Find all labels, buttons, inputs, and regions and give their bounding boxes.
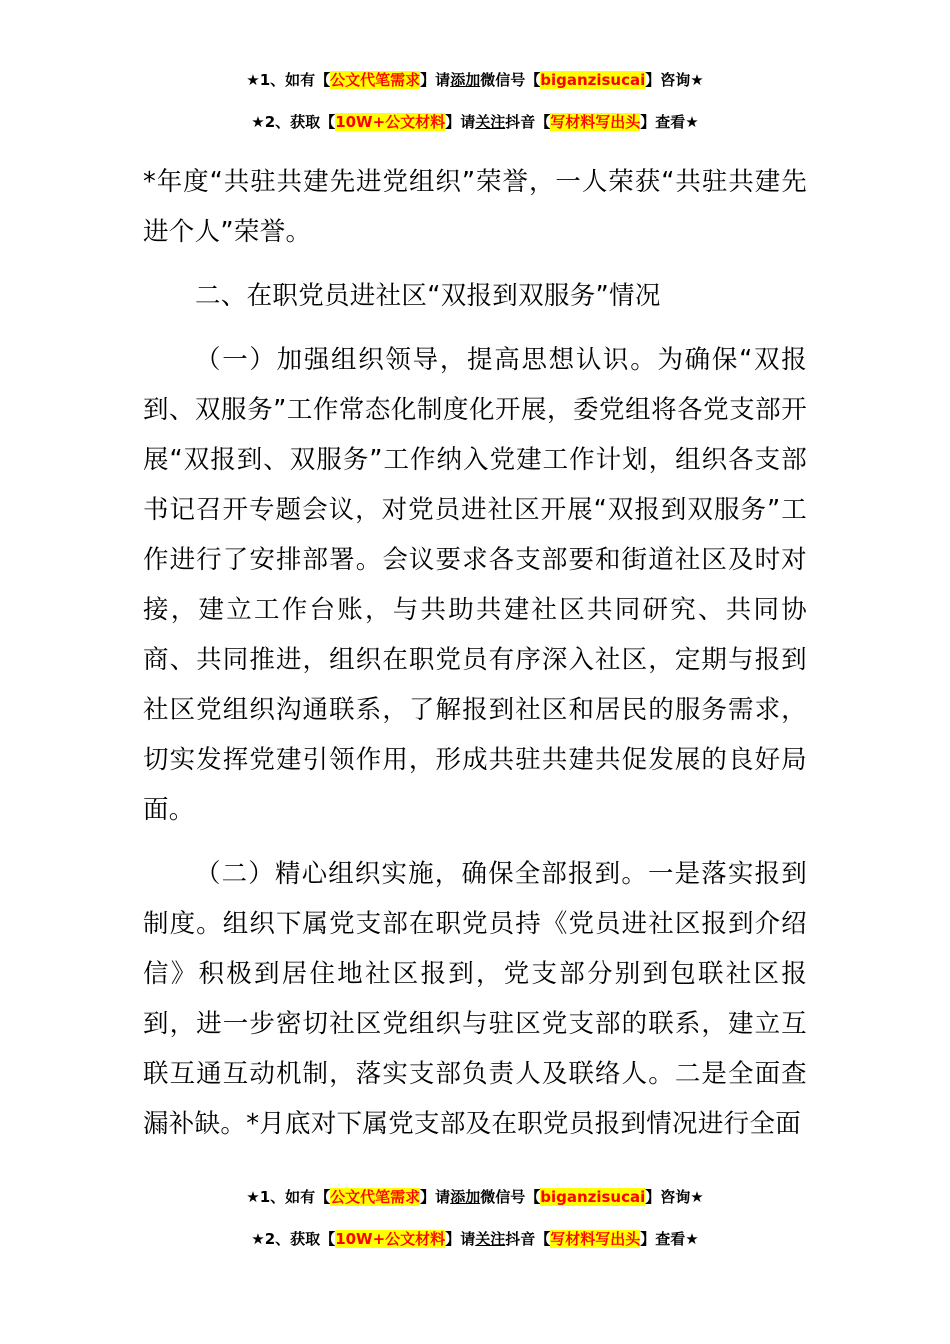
banner-text: 】请 xyxy=(420,71,451,89)
banner-highlight-douyin-id: 写材料写出头 xyxy=(550,1230,641,1248)
banner-highlight-douyin-id: 写材料写出头 xyxy=(550,113,641,131)
promo-banner-line-2-bottom xyxy=(0,1229,950,1249)
banner-text: ★1、如有【 xyxy=(246,1188,331,1206)
banner-text: ★2、获取【 xyxy=(251,1230,336,1248)
banner-text: 】咨询★ xyxy=(645,1188,704,1206)
paragraph-organization-leadership: （一）加强组织领导，提高思想认识。为确保“双报到、双服务”工作常态化制度化开展，委党组将各党支部开展“双报到、双服务”工作纳入党建工作计划，组织各支部书记召开专题会议，对党员进社区开展“双报到双服务”工作进行了安排部署。会议要求各支部要和街道社区及时对接，建立工作台账，与共助共建社区共同研究、共同协商、共同推进，组织在职党员有序深入社区，定期与报到社区党组织沟通联系，了解报到社区和居民的服务需求，切实发挥党建引领作用，形成共驻共建共促发展的良好局面。 xyxy=(143,345,807,825)
banner-highlight: 公文代笔需求 xyxy=(330,1188,421,1206)
promo-banner-line-2-top xyxy=(0,112,950,132)
banner-highlight: 10W+公文材料 xyxy=(335,113,446,131)
banner-highlight: 10W+公文材料 xyxy=(335,1230,446,1248)
banner-text: 】请 xyxy=(420,1188,451,1206)
section-heading-2: 二、在职党员进社区“双报到双服务”情况 xyxy=(195,281,661,311)
document-body xyxy=(143,157,807,1149)
banner-text: 抖音【 xyxy=(505,113,551,131)
banner-highlight: 公文代笔需求 xyxy=(330,71,421,89)
banner-text: ★2、获取【 xyxy=(251,113,336,131)
banner-highlight-wechat-id: biganzisucai xyxy=(540,1188,646,1206)
paragraph-implementation: （二）精心组织实施，确保全部报到。一是落实报到制度。组织下属党支部在职党员持《党员进社区报到介绍信》积极到居住地社区报到，党支部分别到包联社区报到，进一步密切社区党组织与驻区党支部的联系，建立互联互通互动机制，落实支部负责人及联络人。二是全面查漏补缺。*月底对下属党支部及在职党员报到情况进行全面 xyxy=(143,859,807,1139)
banner-text: ★1、如有【 xyxy=(246,71,331,89)
banner-text: 】咨询★ xyxy=(645,71,704,89)
banner-highlight-wechat-id: biganzisucai xyxy=(540,71,646,89)
banner-underlined-text: 关注 xyxy=(475,113,506,131)
banner-text: 抖音【 xyxy=(505,1230,551,1248)
paragraph-honors: *年度“共驻共建先进党组织”荣誉，一人荣获“共驻共建先进个人”荣誉。 xyxy=(143,167,807,247)
banner-text: 】查看★ xyxy=(640,1230,699,1248)
promo-banner-line-1-bottom xyxy=(0,1187,950,1207)
banner-underlined-text: 添加 xyxy=(450,1188,481,1206)
banner-underlined-text: 添加 xyxy=(450,71,481,89)
banner-text: 】请 xyxy=(445,1230,476,1248)
banner-underlined-text: 关注 xyxy=(475,1230,506,1248)
banner-text: 微信号【 xyxy=(480,1188,541,1206)
promo-banner-line-1-top xyxy=(0,70,950,90)
banner-text: 微信号【 xyxy=(480,71,541,89)
banner-text: 】请 xyxy=(445,113,476,131)
banner-text: 】查看★ xyxy=(640,113,699,131)
